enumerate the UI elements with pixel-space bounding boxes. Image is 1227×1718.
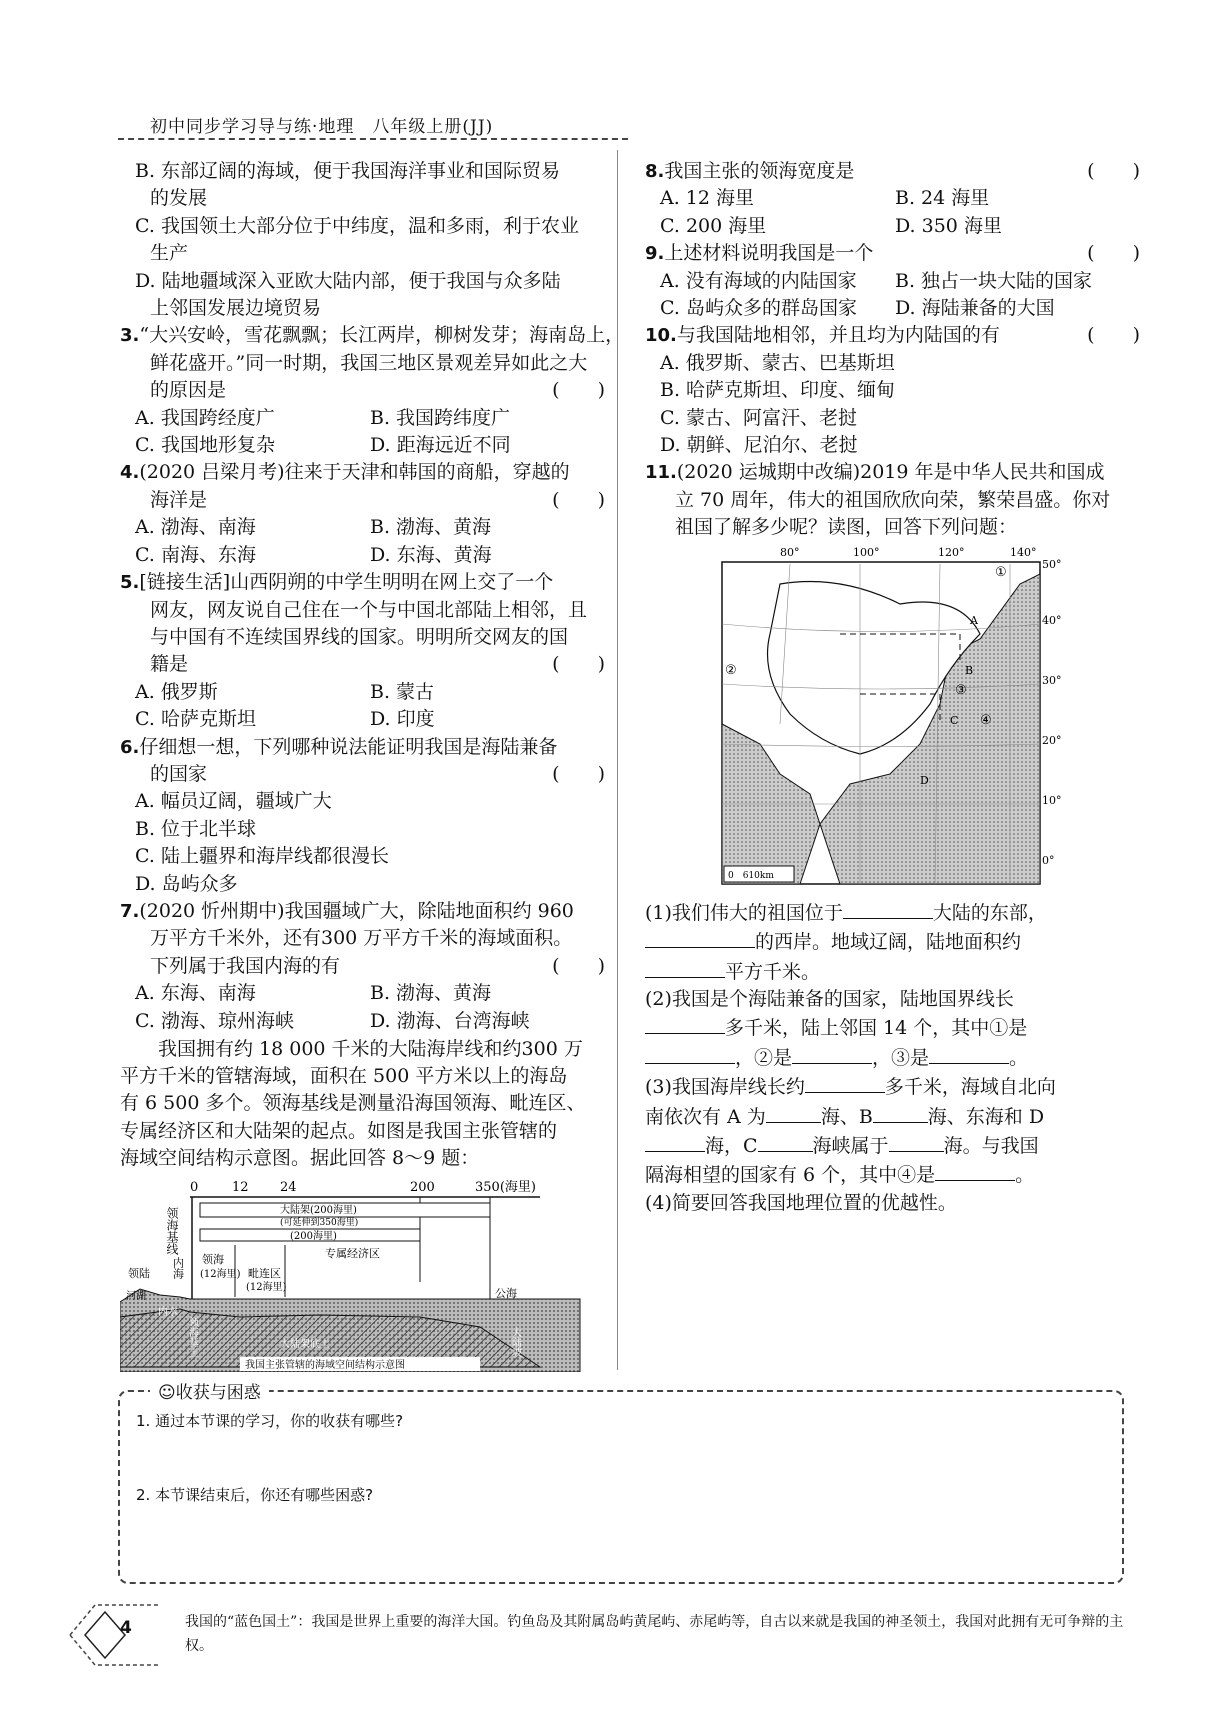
sea-a-label: A [970,613,978,627]
header-rule [118,138,628,140]
q6-answer-bracket[interactable]: ( ) [552,762,605,785]
q2-option-d: D. 陆地疆域深入亚欧大陆内部，便于我国与众多陆 [135,269,561,292]
q11-number: 11. [645,462,677,484]
map-scale: 0 610km [728,870,774,881]
q8-stem: 8.我国主张的领海宽度是 ( ) [645,158,1140,185]
q10-answer-bracket[interactable]: ( ) [1087,324,1140,347]
lat-0: 0° [1042,853,1055,867]
lat-20: 20° [1042,733,1062,747]
lon-120: 120° [938,545,965,559]
q4-options-ab: A. 渤海、南海 B. 渤海、黄海 [135,516,492,539]
q6-option-a: A. 幅员辽阔，疆域广大 [135,790,332,813]
q5-stem-3: 与中国有不连续国界线的国家。明明所交网友的国 [150,625,569,648]
blank-country-4[interactable] [935,1160,1015,1181]
inland-water-label: 内水 [158,1306,178,1318]
page-number: 4 [120,1618,132,1638]
q8-number: 8. [645,161,665,182]
lon-80: 80° [780,545,800,559]
page-header: 初中同步学习导与练·地理 八年级上册(JJ) [150,117,494,137]
q8-options-ab: A. 12 海里 B. 24 海里 [660,187,990,210]
q11-stem-2: 立 70 周年，伟大的祖国欣欣向荣，繁荣昌盛。你对 [675,488,1111,511]
lon-100: 100° [853,545,880,559]
sub1-line-1: (1)我们伟大的祖国位于 大陆的东部， [645,898,1140,927]
slope-label: 大陆坡 [509,1326,521,1357]
lat-30: 30° [1042,673,1062,687]
sub2-line-1: (2)我国是个海陆兼备的国家，陆地国界线长 [645,987,1014,1010]
lat-50: 50° [1042,557,1062,571]
q4-stem: 4.(2020 吕梁月考)往来于天津和韩国的商船，穿越的 [120,461,570,484]
blank-neighbor-2[interactable] [792,1043,872,1064]
footer-note: 我国的“蓝色国土”：我国是世界上重要的海洋大国。钓鱼岛及其附属岛屿黄尾屿、赤尾屿等，自古以来就是我国的神圣领土，我国对此拥有无可争辩的主权。 [185,1614,1124,1654]
page-number-badge [60,1600,170,1670]
tick-24: 24 [280,1179,297,1195]
q6-stem-2: 的国家 ( ) [120,761,605,788]
territorial-sea-label: 领海 [202,1252,224,1266]
river-label: 河湖 [126,1290,146,1302]
q5-stem-2: 网友，网友说自己住在一个与中国北部陆上相邻，且 [150,598,588,621]
eez-width: (200海里) [290,1230,337,1242]
blank-strait-sea[interactable] [889,1131,944,1152]
q7-options-cd: C. 渤海、琼州海峡 D. 渤海、台湾海峡 [135,1009,530,1032]
lat-40: 40° [1042,613,1062,627]
diagram-caption: 我国主张管辖的海域空间结构示意图 [245,1359,405,1371]
tick-350: 350(海里) [475,1179,536,1195]
q4-answer-bracket[interactable]: ( ) [552,488,605,511]
china-map [720,544,1080,894]
q5-number: 5. [120,572,140,594]
contiguous-label: 毗连区 [248,1266,281,1280]
high-seas-label: 公海 [495,1286,517,1300]
q10-option-c: C. 蒙古、阿富汗、老挝 [660,406,857,429]
sub3-line-2: 南依次有 A 为 海、B 海、东海和 D [645,1102,1140,1131]
summary-question-2: 2. 本节课结束后，你还有哪些困惑? [136,1486,374,1504]
sea-structure-diagram [120,1177,590,1372]
q6-option-b: B. 位于北半球 [135,817,257,840]
q5-stem: 5.[链接生活]山西阴朔的中学生明明在网上交了一个 [120,571,554,594]
sub1-line-2: 的西岸。地域辽阔，陆地面积约 [645,927,1140,956]
blank-strait-c[interactable] [758,1131,813,1152]
q3-stem: 3.“大兴安岭，雪花飘飘；长江两岸，柳树发芽；海南岛上， [120,324,625,347]
sub4-line: (4)简要回答我国地理位置的优越性。 [645,1191,957,1214]
baseline-label: 领海基线 [165,1206,179,1255]
q3-options-ab: A. 我国跨经度广 B. 我国跨纬度广 [135,406,511,429]
q7-number: 7. [120,900,140,922]
right-column [645,158,1140,1217]
q6-stem: 6.仔细想一想，下列哪种说法能证明我国是海陆兼备 [120,735,558,758]
material-line-2: 平方千米的管辖海域，面积在 500 平方米以上的海岛 [120,1065,568,1087]
q3-number: 3. [120,325,140,347]
page-footer [60,1600,1140,1670]
material-line-3: 有 6 500 多个。领海基线是测量沿海国领海、毗连区、 [120,1092,586,1115]
q10-number: 10. [645,325,677,347]
q11-stem: 11.(2020 运城期中改编)2019 年是中华人民共和国成 [645,461,1105,484]
q9-stem: 9.上述材料说明我国是一个 ( ) [645,240,1140,267]
eez-label: 专属经济区 [325,1246,380,1260]
q7-stem-3: 下列属于我国内海的有 ( ) [120,953,605,980]
strait-c-label: C [950,713,959,727]
blank-sea-b[interactable] [873,1102,928,1123]
q2-option-c-cont: 生产 [150,242,189,265]
material-line-5: 海域空间结构示意图。据此回答 8～9 题： [120,1147,480,1170]
q10-option-d: D. 朝鲜、尼泊尔、老挝 [660,434,858,457]
q11-stem-3: 祖国了解多少呢？读图，回答下列问题： [675,516,1018,539]
blank-ocean[interactable] [645,927,755,948]
marker-3: ③ [955,682,967,698]
q7-options-ab: A. 东海、南海 B. 渤海、黄海 [135,982,492,1005]
q4-stem-2: 海洋是 ( ) [120,487,605,514]
q2-option-b-cont: 的发展 [150,187,208,210]
q10-stem: 10.与我国陆地相邻，并且均为内陆国的有 ( ) [645,322,1140,349]
q5-stem-4: 籍是 ( ) [120,651,605,678]
marker-1: ① [995,564,1007,580]
shelf-bed-label: 大陆架底土 [280,1338,330,1350]
lat-10: 10° [1042,793,1062,807]
q7-stem-2: 万平方千米外，还有300 万平方千米的海域面积。 [150,927,573,950]
sub3-line-1: (3)我国海岸线长约 多千米，海域自北向 [645,1072,1140,1101]
sub3-line-3: 海，C 海峡属于 海。与我国 [645,1131,1140,1160]
inland-sea-label: 内海 [171,1256,185,1279]
q6-number: 6. [120,736,140,758]
q3-options-cd: C. 我国地形复杂 D. 距海远近不同 [135,434,511,457]
tick-0: 0 [190,1179,199,1195]
q9-answer-bracket[interactable]: ( ) [1087,242,1140,265]
blank-coastline[interactable] [805,1072,885,1093]
q7-answer-bracket[interactable]: ( ) [552,954,605,977]
q3-stem-3: 的原因是 ( ) [120,377,605,404]
q5-options-cd: C. 哈萨克斯坦 D. 印度 [135,708,435,731]
q10-option-b: B. 哈萨克斯坦、印度、缅甸 [660,379,896,402]
land-label: 领陆 [128,1266,150,1280]
q9-number: 9. [645,243,665,265]
q10-option-a: A. 俄罗斯、蒙古、巴基斯坦 [660,351,895,374]
q4-options-cd: C. 南海、东海 D. 东海、黄海 [135,543,492,566]
q6-option-d: D. 岛屿众多 [135,872,238,895]
q5-options-ab: A. 俄罗斯 B. 蒙古 [135,680,435,703]
blank-sea-a[interactable] [766,1102,821,1123]
q8-options-cd: C. 200 海里 D. 350 海里 [660,214,1002,237]
q8-answer-bracket[interactable]: ( ) [1087,160,1140,182]
sub1-line-3: 平方千米。 [645,957,1140,986]
shelf-label: 大陆架(200海里) [280,1204,357,1216]
q9-options-cd: C. 岛屿众多的群岛国家 D. 海陆兼备的大国 [660,297,1055,320]
blank-area[interactable] [645,957,725,978]
left-column [120,158,625,1372]
marker-2: ② [725,662,737,678]
contiguous-width: (12海里) [246,1281,287,1293]
bulb-icon: ☺ [158,1383,176,1403]
q5-answer-bracket[interactable]: ( ) [552,653,605,676]
tick-200: 200 [410,1179,435,1195]
blank-border-length[interactable] [645,1013,725,1034]
q6-option-c: C. 陆上疆界和海岸线都很漫长 [135,845,389,868]
marker-4: ④ [980,712,992,728]
q2-option-d-cont: 上邻国发展边境贸易 [150,297,322,320]
q7-stem: 7.(2020 忻州期中)我国疆域广大，除陆地面积约 960 [120,899,574,922]
blank-sea-d[interactable] [645,1131,705,1152]
q3-stem-2: 鲜花盛开。”同一时期，我国三地区景观差异如此之大 [150,351,588,374]
summary-question-1: 1. 通过本节课的学习，你的收获有哪些? [136,1412,404,1430]
material-line-4: 专属经济区和大陆架的起点。如图是我国主张管辖的 [120,1119,558,1142]
sea-d-label: D [920,773,929,787]
subsoil-label: 领海基土 [186,1316,198,1357]
sub2-line-3: ，②是 ，③是 。 [645,1043,1140,1072]
shelf-sub: (可延伸到350海里) [280,1217,359,1228]
q9-options-ab: A. 没有海域的内陆国家 B. 独占一块大陆的国家 [660,269,1093,292]
q3-answer-bracket[interactable]: ( ) [552,379,605,402]
lon-140: 140° [1010,545,1037,559]
territorial-sea-width: (12海里) [200,1268,241,1280]
tick-12: 12 [232,1179,249,1195]
q4-number: 4. [120,462,140,484]
sub2-line-2: 多千米，陆上邻国 14 个，其中①是 [645,1013,1140,1042]
sea-b-label: B [965,663,974,677]
q2-option-b: B. 东部辽阔的海域，便于我国海洋事业和国际贸易 [135,160,561,182]
sub3-line-4: 隔海相望的国家有 6 个，其中④是 。 [645,1160,1140,1189]
summary-box [118,1383,1124,1584]
summary-title: ☺收获与困惑 [150,1378,269,1403]
q2-option-c: C. 我国领土大部分位于中纬度，温和多雨，利于农业 [135,214,579,237]
blank-neighbor-1[interactable] [645,1043,735,1064]
blank-continent[interactable] [843,898,933,919]
material-line-1: 我国拥有约 18 000 千米的大陆海岸线和约300 万 [158,1038,583,1060]
blank-neighbor-3[interactable] [929,1043,1009,1064]
